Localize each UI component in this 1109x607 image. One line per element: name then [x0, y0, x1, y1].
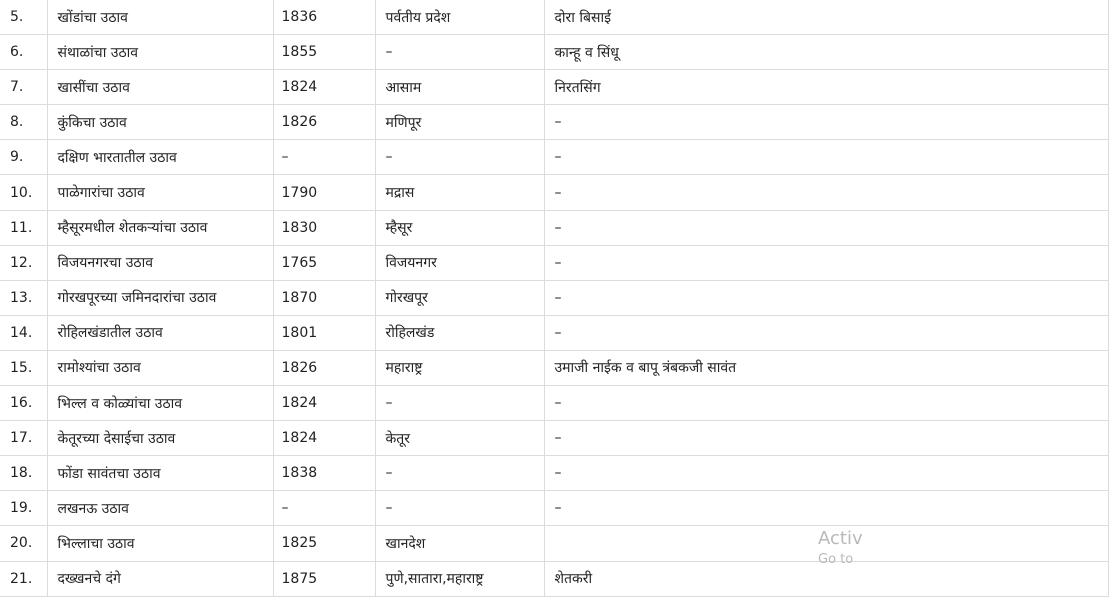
cell-place: – — [375, 386, 544, 421]
cell-place: खानदेश — [375, 526, 544, 561]
cell-place: – — [375, 140, 544, 175]
cell-leader: – — [544, 245, 1108, 280]
cell-number: 13. — [0, 280, 47, 315]
cell-place: पर्वतीय प्रदेश — [375, 0, 544, 35]
cell-number: 20. — [0, 526, 47, 561]
table-row — [0, 140, 1108, 175]
cell-number: 18. — [0, 456, 47, 491]
table-row — [0, 315, 1108, 350]
cell-number: 15. — [0, 350, 47, 385]
cell-year: 1825 — [273, 526, 375, 561]
cell-number: 21. — [0, 561, 47, 596]
cell-leader: उमाजी नाईक व बापू त्रंबकजी सावंत — [544, 350, 1108, 385]
cell-place: विजयनगर — [375, 245, 544, 280]
cell-place: म्हैसूर — [375, 210, 544, 245]
table-row — [0, 210, 1108, 245]
cell-leader: – — [544, 140, 1108, 175]
cell-uprising-name: भिल्ल व कोळ्यांचा उठाव — [47, 386, 273, 421]
cell-leader: – — [544, 456, 1108, 491]
cell-year: 1855 — [273, 35, 375, 70]
cell-leader: – — [544, 491, 1108, 526]
cell-number: 5. — [0, 0, 47, 35]
cell-uprising-name: लखनऊ उठाव — [47, 491, 273, 526]
cell-leader: – — [544, 315, 1108, 350]
cell-place: मद्रास — [375, 175, 544, 210]
table-row — [0, 386, 1108, 421]
table-row — [0, 70, 1108, 105]
table-row — [0, 245, 1108, 280]
cell-uprising-name: दख्खनचे दंगे — [47, 561, 273, 596]
cell-place: गोरखपूर — [375, 280, 544, 315]
table-row — [0, 421, 1108, 456]
cell-uprising-name: रोहिलखंडातील उठाव — [47, 315, 273, 350]
cell-number: 6. — [0, 35, 47, 70]
watermark-line-2: Go to — [818, 552, 854, 567]
cell-leader: – — [544, 421, 1108, 456]
cell-leader: – — [544, 105, 1108, 140]
cell-uprising-name: खासींचा उठाव — [47, 70, 273, 105]
cell-uprising-name: फोंडा सावंतचा उठाव — [47, 456, 273, 491]
cell-uprising-name: म्हैसूरमधील शेतकऱ्यांचा उठाव — [47, 210, 273, 245]
watermark-line-1: Activ — [818, 528, 863, 549]
cell-place: – — [375, 35, 544, 70]
cell-year: 1790 — [273, 175, 375, 210]
cell-leader: दोरा बिसाई — [544, 0, 1108, 35]
cell-uprising-name: गोरखपूरच्या जमिनदारांचा उठाव — [47, 280, 273, 315]
cell-year: 1765 — [273, 245, 375, 280]
cell-uprising-name: खोंडांचा उठाव — [47, 0, 273, 35]
cell-place: – — [375, 456, 544, 491]
cell-place: महाराष्ट्र — [375, 350, 544, 385]
cell-place: पुणे,सातारा,महाराष्ट्र — [375, 561, 544, 596]
cell-number: 14. — [0, 315, 47, 350]
cell-year: 1836 — [273, 0, 375, 35]
cell-number: 7. — [0, 70, 47, 105]
cell-year: 1826 — [273, 105, 375, 140]
cell-place: केतूर — [375, 421, 544, 456]
cell-year: 1870 — [273, 280, 375, 315]
cell-leader: निरतसिंग — [544, 70, 1108, 105]
table-row — [0, 526, 1108, 561]
cell-place: – — [375, 491, 544, 526]
cell-uprising-name: रामोश्यांचा उठाव — [47, 350, 273, 385]
cell-uprising-name: पाळेगारांचा उठाव — [47, 175, 273, 210]
table-row — [0, 491, 1108, 526]
cell-number: 16. — [0, 386, 47, 421]
cell-place: रोहिलखंड — [375, 315, 544, 350]
table-row — [0, 0, 1108, 35]
cell-uprising-name: केतूरच्या देसाईचा उठाव — [47, 421, 273, 456]
cell-year: 1801 — [273, 315, 375, 350]
activate-windows-watermark — [818, 528, 863, 569]
cell-place: मणिपूर — [375, 105, 544, 140]
cell-uprising-name: विजयनगरचा उठाव — [47, 245, 273, 280]
cell-year: 1838 — [273, 456, 375, 491]
cell-uprising-name: कुंकिचा उठाव — [47, 105, 273, 140]
cell-place: आसाम — [375, 70, 544, 105]
table-row — [0, 35, 1108, 70]
cell-year: 1824 — [273, 70, 375, 105]
table-row — [0, 561, 1108, 596]
cell-year: – — [273, 491, 375, 526]
cell-year: 1875 — [273, 561, 375, 596]
cell-year: 1824 — [273, 421, 375, 456]
cell-leader: – — [544, 175, 1108, 210]
cell-number: 8. — [0, 105, 47, 140]
cell-uprising-name: संथाळांचा उठाव — [47, 35, 273, 70]
cell-leader: कान्हू व सिंधू — [544, 35, 1108, 70]
cell-uprising-name: दक्षिण भारतातील उठाव — [47, 140, 273, 175]
cell-leader: – — [544, 210, 1108, 245]
table-row — [0, 456, 1108, 491]
cell-leader: शेतकरी — [544, 561, 1108, 596]
cell-uprising-name: भिल्लाचा उठाव — [47, 526, 273, 561]
cell-year: 1824 — [273, 386, 375, 421]
cell-year: 1830 — [273, 210, 375, 245]
cell-number: 10. — [0, 175, 47, 210]
cell-year: – — [273, 140, 375, 175]
cell-number: 19. — [0, 491, 47, 526]
table-row — [0, 280, 1108, 315]
table-row — [0, 350, 1108, 385]
cell-number: 17. — [0, 421, 47, 456]
cell-leader: – — [544, 280, 1108, 315]
cell-leader: – — [544, 386, 1108, 421]
table-row — [0, 105, 1108, 140]
cell-number: 9. — [0, 140, 47, 175]
cell-number: 12. — [0, 245, 47, 280]
cell-year: 1826 — [273, 350, 375, 385]
cell-number: 11. — [0, 210, 47, 245]
table-row — [0, 175, 1108, 210]
